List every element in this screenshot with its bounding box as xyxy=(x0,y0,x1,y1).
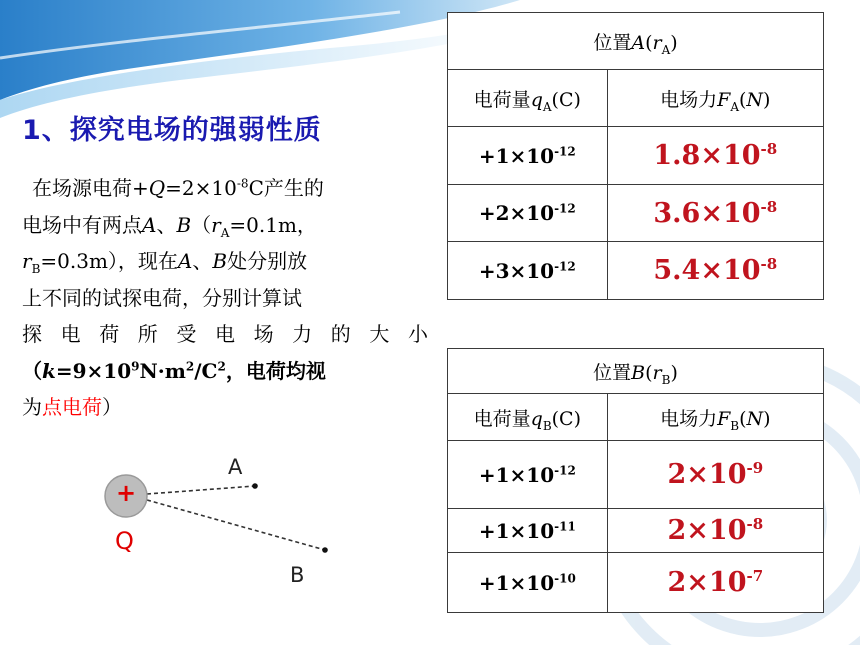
charge-diagram-svg xyxy=(95,445,355,595)
var-f: F xyxy=(717,407,731,430)
text-segment: 上不同的试探电荷，分别计算试 xyxy=(22,285,302,310)
text-segment: 为 xyxy=(22,395,42,419)
text-segment: 电荷量 xyxy=(473,407,531,430)
subscript: A xyxy=(661,42,671,57)
value: 2×10 xyxy=(667,459,747,490)
force-cell xyxy=(607,441,823,509)
text-char: 大 xyxy=(369,322,390,346)
table-b-force-header xyxy=(607,394,823,441)
paragraph-line-2 xyxy=(22,207,428,244)
value: 2×10 xyxy=(667,567,747,598)
text-segment: =2×10 xyxy=(165,176,237,200)
var-f: F xyxy=(717,88,731,111)
problem-paragraph xyxy=(22,170,428,426)
paragraph-line-3 xyxy=(22,243,428,280)
var-q: q xyxy=(530,407,543,430)
force-cell xyxy=(607,553,823,613)
force-cell xyxy=(607,509,823,553)
text-segment: 位置 xyxy=(593,31,632,54)
paragraph-line-1 xyxy=(22,170,428,207)
text-segment: 处分别放 xyxy=(227,249,308,273)
text-segment: ( xyxy=(645,31,653,54)
value: +1×10 xyxy=(478,143,555,168)
text-segment: 在场源电荷+ xyxy=(32,176,149,200)
section-heading: 1、探究电场的强弱性质 xyxy=(22,115,322,146)
text-segment: 、 xyxy=(192,249,213,273)
var-r: r xyxy=(652,31,662,54)
text-segment: (C) xyxy=(551,88,581,111)
text-char: 力 xyxy=(292,322,313,346)
text-segment: ( xyxy=(739,88,747,111)
subscript: B xyxy=(661,372,671,387)
exponent: -12 xyxy=(554,258,576,273)
subscript: B xyxy=(730,418,740,433)
var-q: Q xyxy=(148,176,166,200)
table-b-charge-header xyxy=(448,394,608,441)
var-a: A xyxy=(177,249,193,273)
exponent: -12 xyxy=(554,201,576,216)
var-n: N xyxy=(746,407,764,430)
line-to-a xyxy=(147,486,255,494)
text-segment: ，电荷均视 xyxy=(225,358,326,383)
paragraph-line-6 xyxy=(22,353,428,390)
text-segment: C产生的 xyxy=(248,176,324,200)
exponent: -7 xyxy=(746,567,764,585)
line-to-b xyxy=(147,500,325,550)
exponent: 2 xyxy=(185,358,195,373)
table-row xyxy=(448,242,824,300)
text-char: 探 xyxy=(22,322,42,346)
text-char: 场 xyxy=(253,322,274,346)
var-b: B xyxy=(212,249,228,273)
value: 5.4×10 xyxy=(653,255,761,286)
value: +1×10 xyxy=(478,518,555,543)
paragraph-line-5 xyxy=(22,316,428,353)
text-segment: ) xyxy=(763,407,771,430)
point-a-label: A xyxy=(228,455,243,479)
exponent: -8 xyxy=(760,197,778,216)
text-segment: ( xyxy=(739,407,747,430)
charge-sign: + xyxy=(116,479,137,507)
exponent: -10 xyxy=(554,570,576,585)
var-r: r xyxy=(22,249,32,273)
table-a-force-header xyxy=(607,70,823,127)
charge-label-q: Q xyxy=(115,527,134,555)
var-b: B xyxy=(176,212,192,237)
var-q: q xyxy=(530,88,543,111)
exponent: -8 xyxy=(760,255,778,273)
table-row xyxy=(448,509,824,553)
text-segment: 、 xyxy=(156,212,177,237)
text-char: 荷 xyxy=(99,322,120,346)
subscript: B xyxy=(542,418,552,433)
exponent: -9 xyxy=(746,459,764,477)
table-row xyxy=(448,185,824,242)
charge-cell xyxy=(448,553,608,613)
text-segment: =9×10 xyxy=(55,358,132,383)
point-a-dot xyxy=(252,483,258,489)
value: 2×10 xyxy=(667,515,747,546)
exponent: 2 xyxy=(217,358,226,373)
subscript: A xyxy=(220,225,230,240)
table-row xyxy=(448,553,824,613)
var-r: r xyxy=(652,361,662,384)
text-char: 所 xyxy=(137,322,158,346)
value: +3×10 xyxy=(478,258,555,283)
charge-diagram xyxy=(95,445,355,595)
var: B xyxy=(631,361,646,384)
force-cell xyxy=(607,185,823,242)
exponent: -12 xyxy=(554,462,576,477)
charge-cell xyxy=(448,441,608,509)
text-segment: 电荷量 xyxy=(473,88,531,111)
var-r: r xyxy=(211,212,221,237)
text-segment: ) xyxy=(763,88,771,111)
text-segment: （ xyxy=(22,358,42,383)
force-cell xyxy=(607,127,823,185)
table-a-title xyxy=(448,13,824,70)
exponent: -8 xyxy=(746,515,764,533)
table-a-charge-header xyxy=(448,70,608,127)
table-b-title xyxy=(448,349,824,394)
subscript: B xyxy=(31,262,41,276)
force-cell xyxy=(607,242,823,300)
text-segment: ) xyxy=(670,361,678,384)
exponent: -8 xyxy=(760,140,778,158)
text-segment: ） xyxy=(102,395,122,419)
text-segment: ) xyxy=(670,31,678,54)
var-k: k xyxy=(42,358,56,383)
text-segment: =0.3m），现在 xyxy=(40,249,178,273)
exponent: -11 xyxy=(554,518,576,533)
var-a: A xyxy=(142,212,157,237)
var-n: N xyxy=(746,88,764,111)
text-char: 受 xyxy=(176,322,197,346)
text-segment: (C) xyxy=(551,407,582,430)
position-b-table xyxy=(447,348,824,613)
text-char: 小 xyxy=(407,322,428,346)
point-charge-emphasis: 点电荷 xyxy=(42,395,102,419)
charge-cell xyxy=(448,242,608,300)
text-segment: 电场力 xyxy=(660,407,718,430)
exponent: 9 xyxy=(131,358,140,373)
text-segment: （ xyxy=(191,212,212,237)
value: +2×10 xyxy=(478,201,555,225)
text-segment: 位置 xyxy=(593,361,632,384)
subscript: A xyxy=(730,99,739,114)
charge-cell xyxy=(448,127,608,185)
text-char: 电 xyxy=(60,322,81,346)
text-char: 电 xyxy=(214,322,235,346)
charge-cell xyxy=(448,509,608,553)
value: 1.8×10 xyxy=(653,140,761,171)
text-segment: ( xyxy=(645,361,653,384)
text-segment: =0.1m， xyxy=(229,212,317,237)
paragraph-line-4 xyxy=(22,280,428,317)
value: 3.6×10 xyxy=(653,197,761,229)
text-segment: N·m xyxy=(139,358,186,383)
table-row xyxy=(448,127,824,185)
exponent: -8 xyxy=(236,176,249,191)
subscript: A xyxy=(542,99,552,114)
point-b-label: B xyxy=(290,563,305,587)
position-a-table xyxy=(447,12,824,300)
text-char: 的 xyxy=(330,322,351,346)
paragraph-line-7 xyxy=(22,389,428,426)
exponent: -12 xyxy=(554,143,576,158)
text-segment: 电场力 xyxy=(660,88,718,111)
value: +1×10 xyxy=(478,570,555,595)
text-segment: 电场中有两点 xyxy=(22,212,142,237)
value: +1×10 xyxy=(478,462,555,487)
table-row xyxy=(448,441,824,509)
point-b-dot xyxy=(322,547,328,553)
var: A xyxy=(631,31,646,54)
text-segment: /C xyxy=(194,358,218,383)
charge-cell xyxy=(448,185,608,242)
